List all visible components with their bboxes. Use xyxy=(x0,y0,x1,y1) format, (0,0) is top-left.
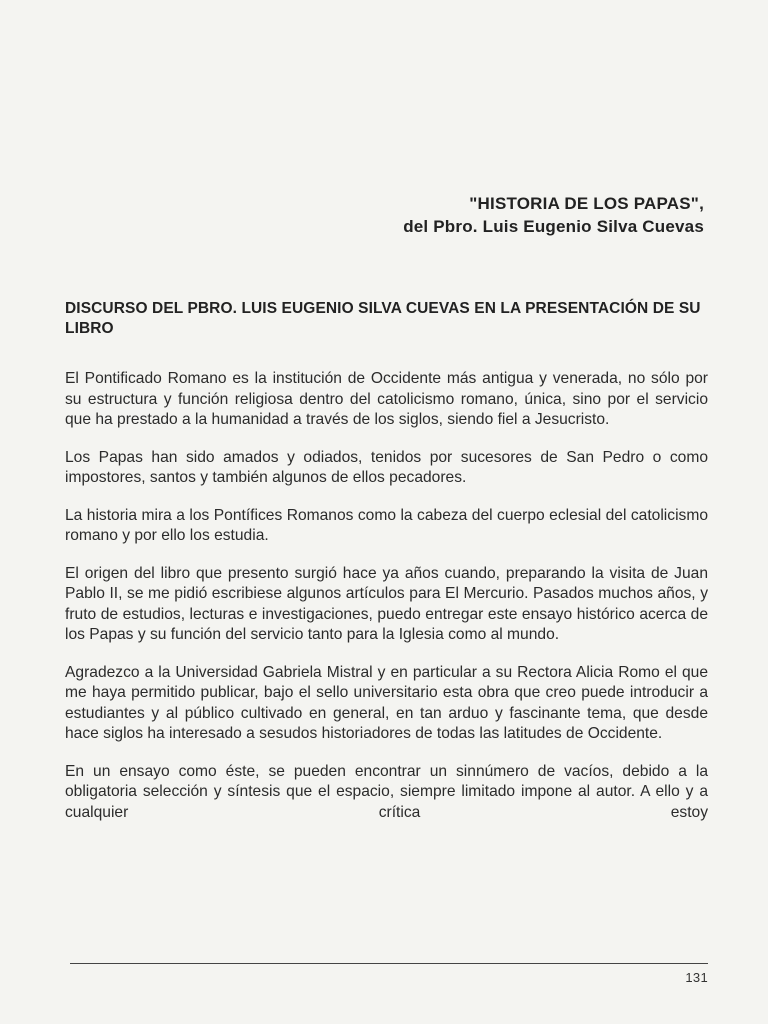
section-heading: DISCURSO DEL PBRO. LUIS EUGENIO SILVA CUEVAS EN LA PRESENTACIÓN DE SU LIBRO xyxy=(65,300,701,337)
article-body xyxy=(65,299,708,840)
book-title-block xyxy=(64,192,704,238)
paragraph-5: Agradezco a la Universidad Gabriela Mistral y en particular a su Rectora Alicia Romo el que me haya permitido publicar, bajo el sello universitario esta obra que creo puede introducir a estudiantes y al público cultivado en general, en tan arduo y fascinante tema, que desde hace siglos ha interesado a sesudos historiadores de todas las latitudes de Occidente. xyxy=(65,663,708,742)
paragraph-1: El Pontificado Romano es la institución de Occidente más antigua y venerada, no sólo por su estructura y función religiosa dentro del catolicismo romano, única, sino por el servicio que ha prestado a la humanidad a través de los siglos, siendo fiel a Jesucristo. xyxy=(65,370,708,428)
footer-divider xyxy=(70,963,708,964)
page-number: 131 xyxy=(685,970,708,985)
paragraph-2: Los Papas han sido amados y odiados, tenidos por sucesores de San Pedro o como impostores, santos y también algunos de ellos pecadores. xyxy=(65,448,708,486)
paragraph-6: En un ensayo como éste, se pueden encontrar un sinnúmero de vacíos, debido a la obligatoria selección y síntesis que el espacio, siempre limitado impone al autor. A ello y a cualquier crítica estoy xyxy=(65,762,708,821)
paragraph-4: El origen del libro que presento surgió hace ya años cuando, preparando la visita de Juan Pablo II, se me pidió escribiese algunos artículos para El Mercurio. Pasados muchos años, y fruto de estudios, lecturas e investigaciones, puedo entregar este ensayo histórico acerca de los Papas y su función del servicio tanto para la Iglesia como al mundo. xyxy=(65,564,708,643)
book-author: del Pbro. Luis Eugenio Silva Cuevas xyxy=(403,217,704,236)
paragraph-3: La historia mira a los Pontífices Romanos como la cabeza del cuerpo eclesial del catolicismo romano y por ello los estudia. xyxy=(65,506,708,544)
book-title: "HISTORIA DE LOS PAPAS", xyxy=(469,194,704,213)
